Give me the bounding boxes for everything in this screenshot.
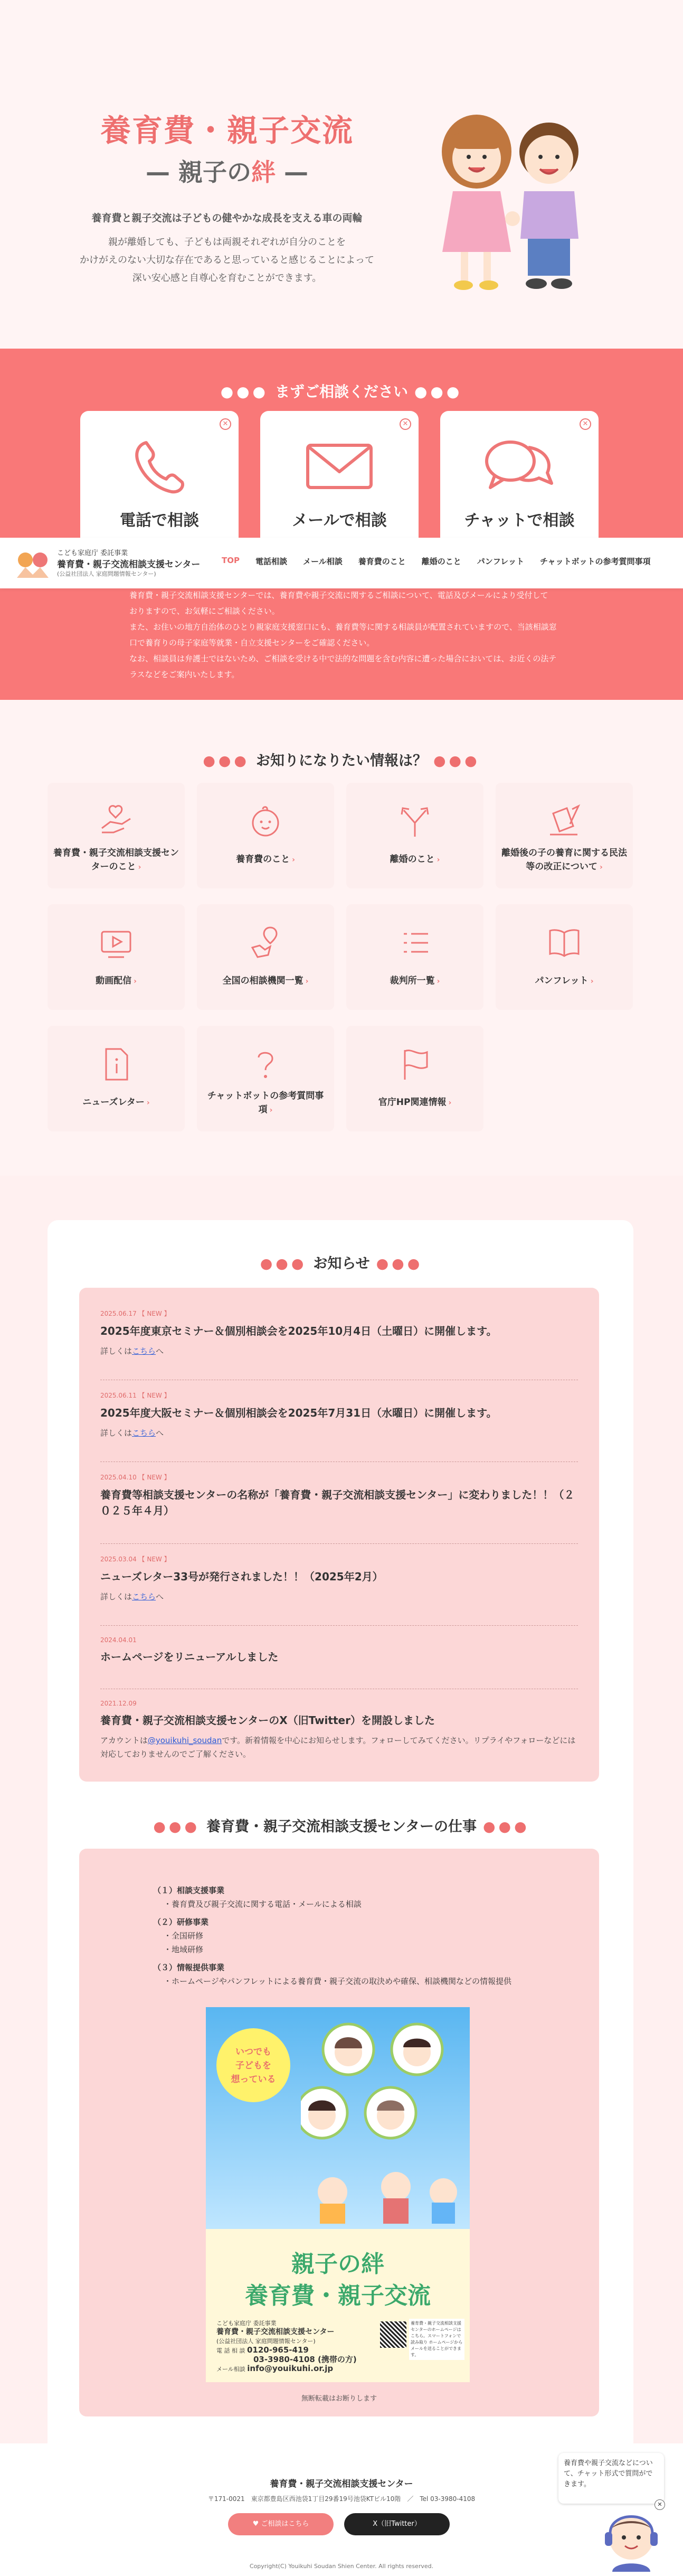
heading-dots: ●●● bbox=[414, 383, 463, 400]
children-illustration bbox=[432, 101, 590, 302]
nav-site-sub: (公益社団法人 家庭問題情報センター) bbox=[57, 570, 156, 577]
poster-bubble: いつでも 子どもを 想っている bbox=[216, 2028, 290, 2102]
tile-center[interactable] bbox=[48, 783, 185, 888]
qr-note: 養育費・親子交流相談支援センターのホームページはこちら。スマートフォンで読み取り ホームページからメールを送ることができます。 bbox=[409, 2319, 464, 2360]
phone-consult-label: 電話で相談 bbox=[120, 511, 199, 530]
work-box bbox=[79, 1849, 599, 2416]
footer-consult-button[interactable]: ♥ ご相談はこちら bbox=[228, 2513, 334, 2535]
footer-address: 〒171-0021 東京都豊島区西池袋1丁目29番19号池袋KTビル10階 ／ Tel 03-3980-4108 bbox=[207, 2495, 476, 2503]
chevron-right-icon: › bbox=[269, 1106, 273, 1114]
heading-dots: ●●● bbox=[260, 1256, 307, 1272]
work-list bbox=[153, 1879, 554, 1988]
news-title: 2025年度大阪セミナー＆個別相談会を2025年7月31日（水曜日）に開催します。 bbox=[100, 1407, 497, 1419]
flag-icon bbox=[396, 1046, 433, 1083]
nav-item-youikuhi[interactable]: 養育費のこと bbox=[358, 557, 406, 566]
info-heading-text: お知りになりたい情報は？ bbox=[256, 753, 427, 769]
work-group-head: （２）研修事業 bbox=[153, 1917, 209, 1927]
poster-title: 養育費・親子交流 bbox=[245, 2282, 431, 2309]
hero-sub-main: 親子の bbox=[178, 158, 251, 186]
tile-soudan-kikan[interactable] bbox=[197, 904, 334, 1010]
hero-title: 養育費・親子交流 bbox=[100, 113, 354, 148]
tile-newsletter[interactable] bbox=[48, 1026, 185, 1131]
work-item: ・全国研修 bbox=[164, 1931, 204, 1941]
poster-title: 親子の絆 bbox=[291, 2251, 384, 2278]
close-icon: ✕ bbox=[580, 418, 591, 430]
tile-label: 離婚のこと › bbox=[390, 854, 440, 865]
hero-subtitle bbox=[79, 153, 375, 188]
nav-org: こども家庭庁 委託事業 bbox=[57, 549, 128, 557]
tile-label: 離婚後の子の養育に関する民法等の改正について › bbox=[501, 848, 627, 872]
tile-rikon[interactable] bbox=[346, 783, 483, 888]
tile-label: パンフレット › bbox=[535, 976, 594, 986]
copyright: Copyright(C) Youikuhi Soudan Shien Center. All rights reserved. bbox=[249, 2563, 434, 2570]
consult-text-line: 口で養育りの母子家庭等就業・自立支援センターをご確認ください。 bbox=[129, 638, 375, 648]
news-date: 2025.04.10 【 NEW 】 bbox=[100, 1474, 170, 1481]
tile-youikuhi[interactable] bbox=[197, 783, 334, 888]
list-icon bbox=[396, 924, 433, 961]
tile-video[interactable] bbox=[48, 904, 185, 1010]
pamphlet-poster[interactable] bbox=[206, 2007, 470, 2382]
news-item bbox=[100, 1473, 578, 1544]
nav-item-pamphlet[interactable]: パンフレット bbox=[477, 557, 524, 566]
heading-dots: ●●● bbox=[482, 1819, 530, 1835]
news-item bbox=[100, 1636, 578, 1689]
work-heading bbox=[0, 1815, 683, 1835]
chevron-right-icon: › bbox=[305, 977, 309, 986]
news-date: 2021.12.09 bbox=[100, 1700, 137, 1707]
chevron-right-icon: › bbox=[437, 856, 440, 864]
nav-item-rikon[interactable]: 離婚のこと bbox=[421, 557, 461, 566]
site-logo[interactable] bbox=[12, 547, 54, 579]
nav-item-top[interactable]: TOP bbox=[222, 556, 240, 565]
tile-label: チャットボットの参考質問事項 › bbox=[207, 1091, 324, 1115]
news-date: 2025.06.17 【 NEW 】 bbox=[100, 1310, 170, 1317]
heading-dots: ●●● bbox=[433, 753, 480, 769]
consult-text-line: 養育費・親子交流相談支援センターでは、養育費や親子交流に関するご相談について、電話及びメールにより受付して bbox=[129, 591, 548, 600]
map-pin-icon bbox=[247, 924, 284, 961]
tile-saibansho[interactable] bbox=[346, 904, 483, 1010]
hero-text-line: 親が離婚しても、子どもは両親それぞれが自分のことを bbox=[108, 237, 346, 248]
hero-sub-dash: — bbox=[284, 158, 309, 186]
tile-label: 官庁HP関連情報 › bbox=[378, 1097, 452, 1108]
heading-dots: ●●● bbox=[376, 1256, 423, 1272]
hero-lead: 養育費と親子交流は子どもの健やかな成長を支える車の両輪 bbox=[91, 212, 363, 224]
news-heading-text: お知らせ bbox=[313, 1256, 370, 1272]
consult-text-line: ラスなどをご案内いたします。 bbox=[129, 670, 240, 679]
heading-dots: ●●● bbox=[153, 1819, 201, 1835]
document-pen-icon bbox=[546, 803, 583, 840]
close-icon: ✕ bbox=[400, 418, 411, 430]
consult-text-line: なお、相談員は弁護士ではないため、ご相談を受ける中で法的な問題を含む内容に遭った場合においては、お近くの法テ bbox=[129, 654, 557, 663]
heading-dots: ●●● bbox=[220, 383, 269, 400]
book-icon bbox=[546, 924, 583, 961]
news-link[interactable]: こちら bbox=[132, 1592, 156, 1601]
work-item: ・養育費及び親子交流に関する電話・メールによる相談 bbox=[164, 1899, 362, 1909]
nav-site-name[interactable]: 養育費・親子交流相談支援センター bbox=[57, 559, 201, 570]
news-heading bbox=[0, 1252, 683, 1272]
mail-consult-label: メールで相談 bbox=[292, 511, 387, 530]
chatbot-close-icon[interactable]: ✕ bbox=[654, 2499, 665, 2510]
tile-label: ニューズレター › bbox=[82, 1097, 150, 1108]
qr-code bbox=[380, 2321, 406, 2348]
hero-sub-dash: — bbox=[145, 158, 170, 186]
chevron-right-icon: › bbox=[599, 863, 603, 872]
hero-text bbox=[79, 233, 375, 287]
consult-heading bbox=[0, 380, 683, 401]
tile-label: 全国の相談機関一覧 › bbox=[222, 976, 309, 986]
consult-text-line: また、お住いの地方自治体のひとり親家庭支援窓口にも、養育費等に関する相談員が配置されていますので、当該相談窓 bbox=[129, 622, 557, 632]
heading-dots: ●●● bbox=[203, 753, 250, 769]
chevron-right-icon: › bbox=[138, 863, 141, 872]
news-item bbox=[100, 1700, 578, 1768]
work-group-head: （３）情報提供事業 bbox=[153, 1963, 225, 1972]
chevron-right-icon: › bbox=[292, 856, 295, 864]
phone-consult-card[interactable] bbox=[80, 411, 239, 538]
chevron-right-icon: › bbox=[590, 977, 594, 986]
news-title[interactable]: 養育費等相談支援センターの名称が「養育費・親子交流相談支援センター」に変わりました！！（２０２５年４月） bbox=[100, 1488, 575, 1517]
consult-text-line: おりますので、お気軽にご相談ください。 bbox=[129, 606, 280, 616]
news-body: 詳しくはこちらへ bbox=[100, 1428, 164, 1438]
footer-site-name: 養育費・親子交流相談支援センター bbox=[270, 2479, 413, 2489]
poster-caption: 無断転載はお断りします bbox=[301, 2395, 377, 2403]
tile-label: 動画配信 › bbox=[96, 976, 137, 986]
video-icon bbox=[98, 924, 135, 961]
chat-consult-card[interactable] bbox=[440, 411, 599, 538]
hero-section bbox=[0, 0, 683, 349]
tile-kancho[interactable] bbox=[346, 1026, 483, 1131]
news-body: 詳しくはこちらへ bbox=[100, 1346, 164, 1356]
tile-minpo[interactable] bbox=[496, 783, 633, 888]
poster-contact: こども家庭庁 委託事業 養育費・親子交流相談支援センター (公益社団法人 家庭問題情報センター) 電 話 相 談 0120-965-419 03-3980-4108 (携帯の方) メール相談 info@youikuhi.or.jp bbox=[216, 2320, 357, 2373]
nav-item-mail[interactable]: メール相談 bbox=[303, 557, 343, 566]
work-item: ・地域研修 bbox=[164, 1945, 204, 1954]
news-date: 2024.04.01 bbox=[100, 1636, 137, 1644]
info-heading bbox=[0, 749, 683, 770]
news-link[interactable]: こちら bbox=[132, 1428, 156, 1438]
close-icon: ✕ bbox=[220, 418, 231, 430]
nav-item-chatbot[interactable]: チャットボットの参考質問事項 bbox=[540, 557, 651, 566]
work-item: ・ホームページやパンフレットによる養育費・親子交流の取決めや確保、相談機関などの情報提供 bbox=[164, 1977, 511, 1986]
tile-chatbot[interactable] bbox=[197, 1026, 334, 1131]
sticky-navbar bbox=[0, 538, 683, 588]
consult-description bbox=[129, 587, 604, 682]
nav-menu bbox=[222, 556, 651, 567]
chevron-right-icon: › bbox=[134, 977, 137, 986]
hero-text-line: かけがえのない大切な存在であると思っていると感じることによって bbox=[80, 255, 374, 266]
tile-pamphlet[interactable] bbox=[496, 904, 633, 1010]
chat-icon bbox=[480, 435, 559, 498]
chatbot-bubble[interactable]: 養育費や親子交流などについて、チャット形式で質問ができます。 bbox=[558, 2453, 664, 2504]
work-group-head: （１）相談支援事業 bbox=[153, 1886, 225, 1895]
news-list bbox=[79, 1288, 599, 1782]
news-item bbox=[100, 1309, 578, 1380]
news-body: 詳しくはこちらへ bbox=[100, 1592, 164, 1601]
news-item bbox=[100, 1391, 578, 1462]
nav-item-phone[interactable]: 電話相談 bbox=[255, 557, 287, 566]
chatbot-avatar[interactable] bbox=[600, 2506, 663, 2572]
consult-heading-text: まずご相談ください bbox=[274, 383, 408, 400]
baby-face-icon bbox=[247, 803, 284, 840]
news-date: 2025.03.04 【 NEW 】 bbox=[100, 1556, 170, 1563]
work-heading-text: 養育費・親子交流相談支援センターの仕事 bbox=[206, 1819, 477, 1835]
chevron-right-icon: › bbox=[437, 977, 440, 986]
hands-icon bbox=[98, 803, 135, 840]
chevron-right-icon: › bbox=[146, 1099, 150, 1107]
phone-icon bbox=[120, 435, 199, 498]
info-doc-icon bbox=[98, 1046, 135, 1083]
tile-label: 養育費のこと › bbox=[236, 854, 295, 865]
mail-icon bbox=[300, 435, 379, 498]
chevron-right-icon: › bbox=[448, 1099, 452, 1107]
consult-section bbox=[0, 349, 683, 700]
heart-icon: ♥ bbox=[252, 2520, 259, 2528]
news-date: 2025.06.11 【 NEW 】 bbox=[100, 1392, 170, 1399]
news-link[interactable]: こちら bbox=[132, 1346, 156, 1356]
tile-label: 養育費・親子交流相談支援センターのこと › bbox=[53, 848, 179, 872]
question-icon bbox=[247, 1046, 284, 1083]
footer-x-button[interactable]: X（旧Twitter） bbox=[344, 2513, 450, 2535]
chat-consult-label: チャットで相談 bbox=[464, 511, 575, 530]
hero-sub-accent: 絆 bbox=[251, 158, 276, 186]
news-item bbox=[100, 1554, 578, 1626]
news-title: ホームページをリニューアルしました bbox=[100, 1651, 279, 1663]
hero-text-line: 深い安心感と自尊心を育むことができます。 bbox=[132, 273, 322, 284]
news-body: アカウントは@youikuhi_soudanです。新着情報を中心にお知らせします。フォローしてみてください。リプライやフォローなどには対応しておりませんのでご了解ください。 bbox=[100, 1736, 576, 1759]
tile-label: 裁判所一覧 › bbox=[390, 976, 440, 986]
mail-consult-card[interactable] bbox=[260, 411, 419, 538]
split-arrow-icon bbox=[396, 803, 433, 840]
news-title: ニューズレター33号が発行されました！！（2025年2月） bbox=[100, 1570, 383, 1583]
poster-family-illustration bbox=[301, 2018, 459, 2224]
news-title: 養育費・親子交流相談支援センターのX（旧Twitter）を開設しました bbox=[100, 1714, 435, 1727]
news-link[interactable]: @youikuhi_soudan bbox=[147, 1736, 222, 1745]
news-title: 2025年度東京セミナー＆個別相談会を2025年10月4日（土曜日）に開催します。 bbox=[100, 1325, 497, 1337]
